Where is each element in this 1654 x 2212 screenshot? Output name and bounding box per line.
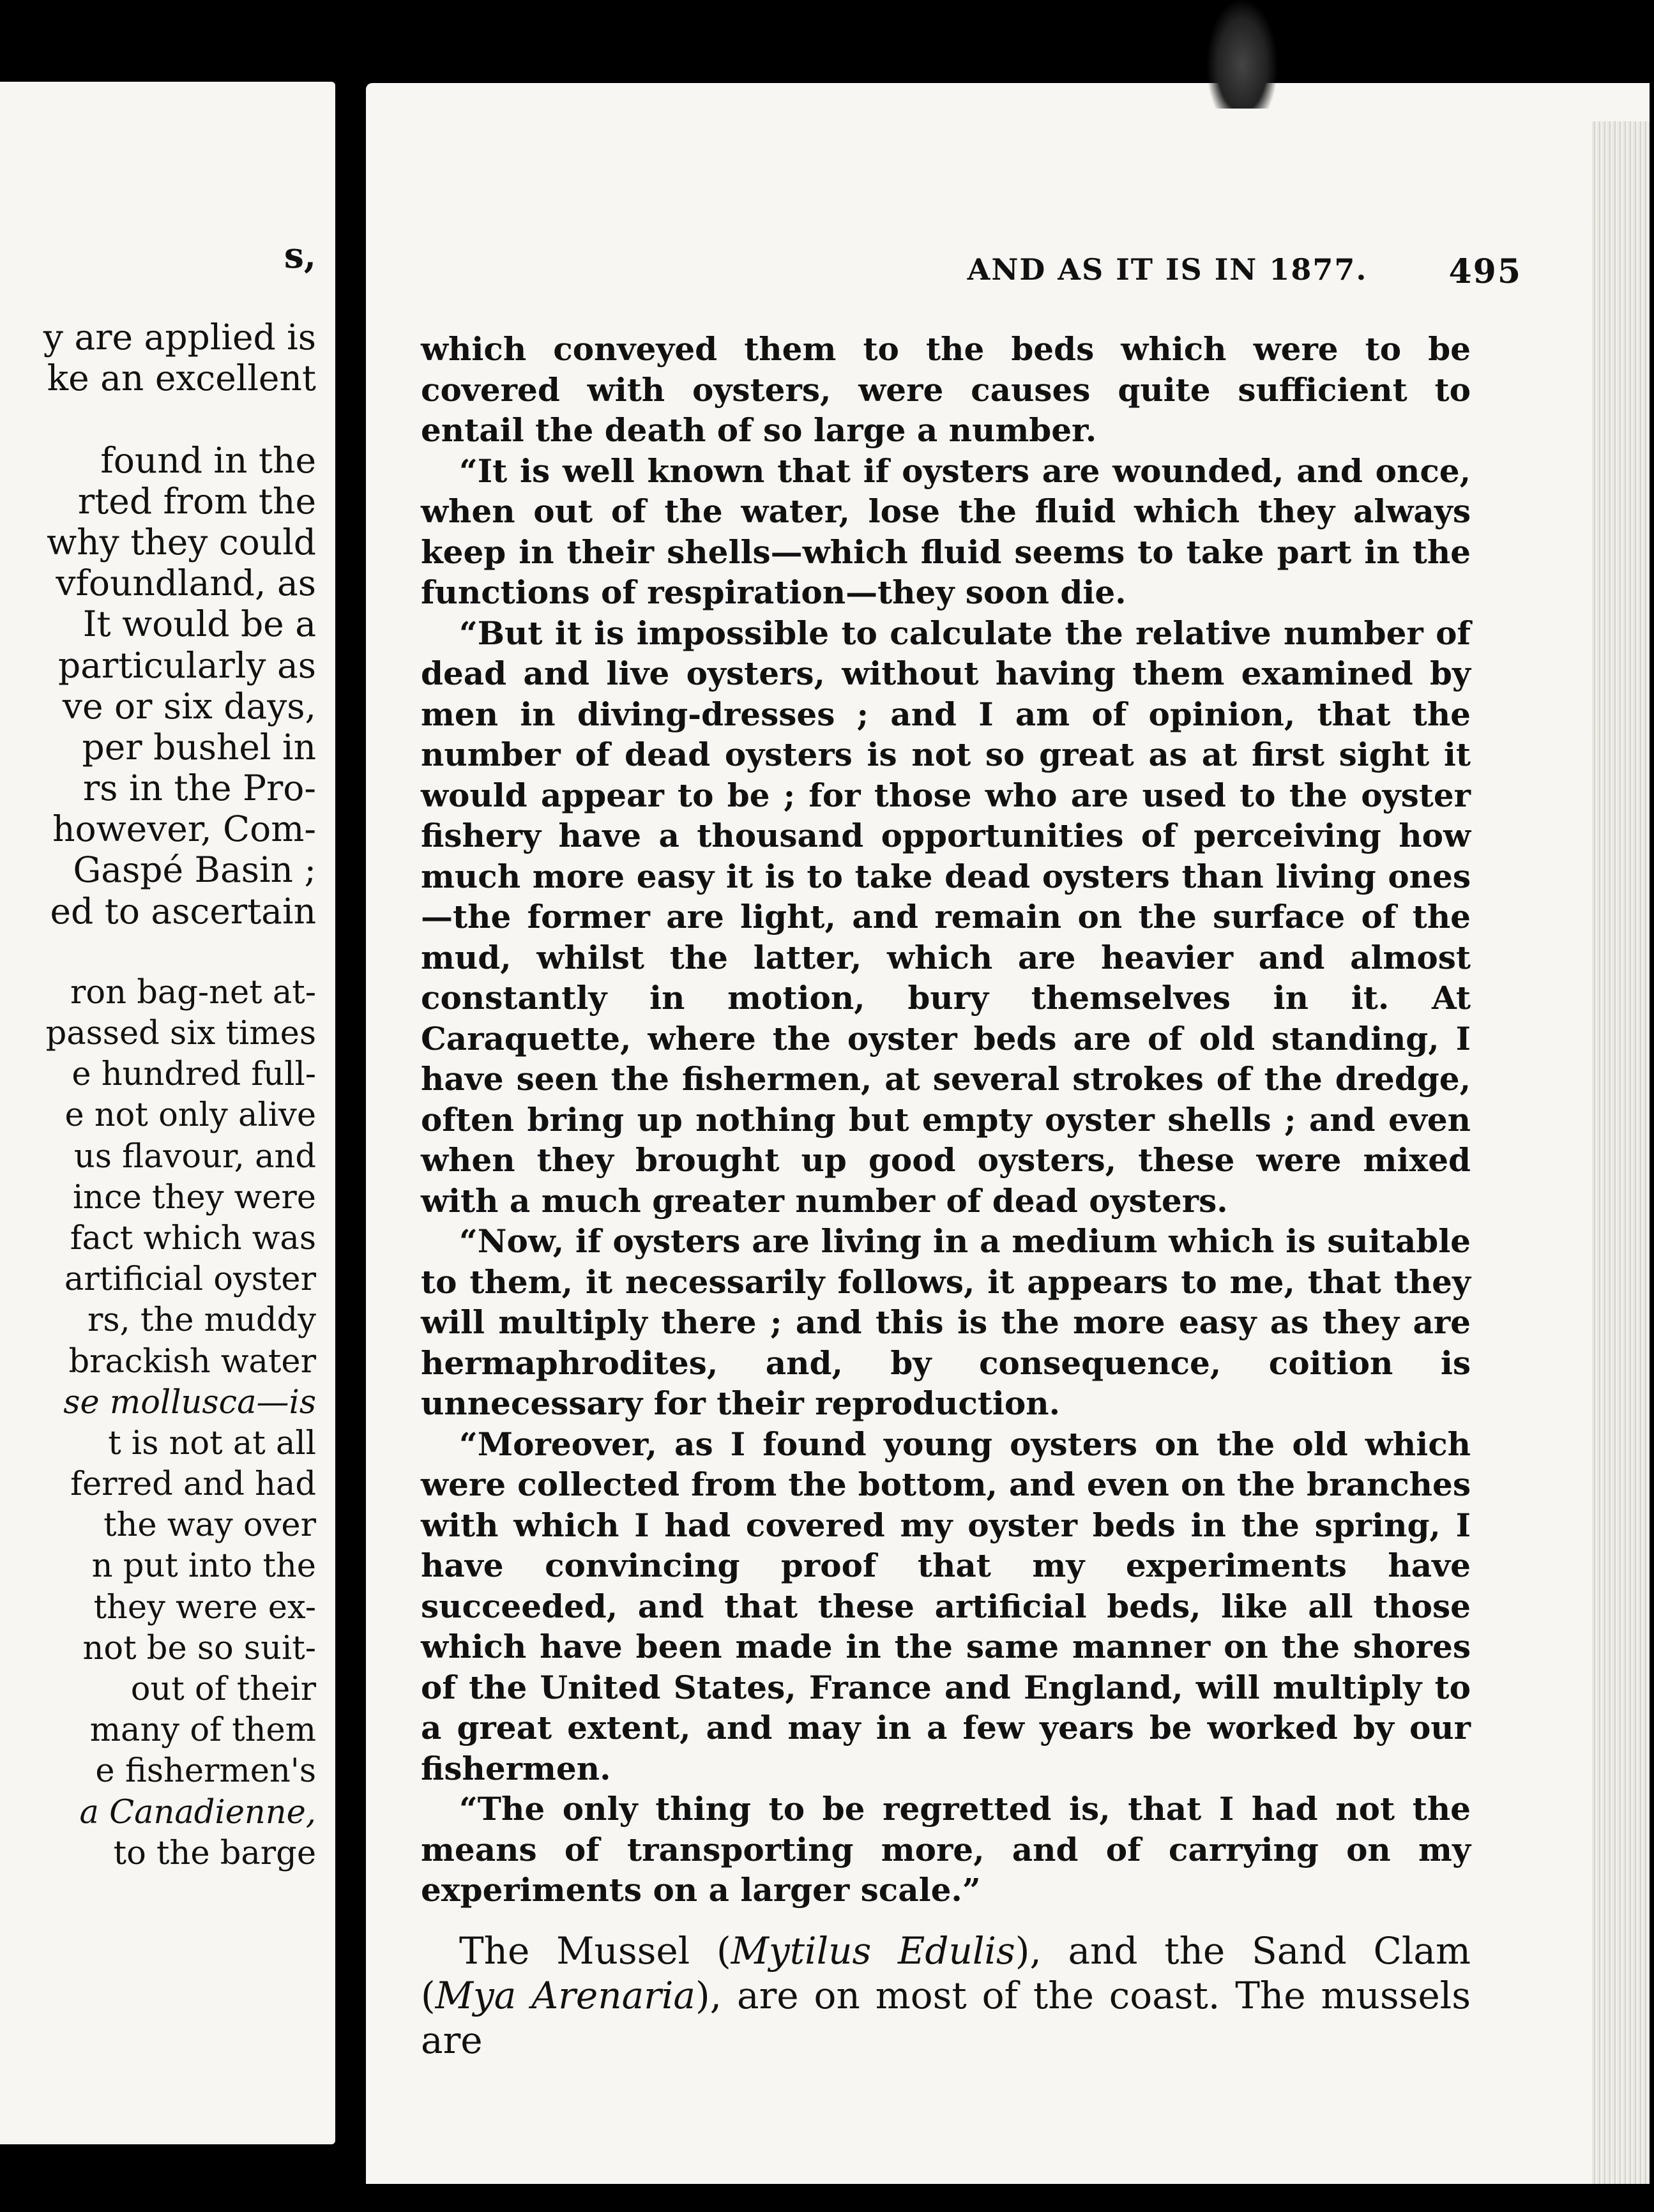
text-line: ron bag-net at- [70, 973, 316, 1011]
body-text [421, 329, 1471, 1911]
paragraph: “Now, if oysters are living in a medium which is suitable to them, it necessarily follows, it appears to me, that they will multiply there ; and this is the more easy as they are hermaphrodites, and, by consequence, coition is unnecessary for their reproduction. [421, 1222, 1471, 1422]
closing-text-part: The Mussel ( [459, 1929, 731, 1973]
right-page [366, 83, 1650, 2184]
text-line: the way over [103, 1506, 316, 1545]
paragraph: “It is well known that if oysters are wounded, and once, when out of the water, lose the fluid which they always keep in their shells—which fluid seems to take part in the functions of respiration—they soon die. [421, 451, 1471, 611]
line-gap [0, 399, 316, 440]
page-number: 495 [1448, 252, 1522, 291]
text-line: not be so suit- [82, 1629, 316, 1667]
text-line: t is not at all [108, 1424, 316, 1462]
text-line: s, [284, 234, 316, 276]
text-line: artificial oyster [64, 1261, 316, 1299]
text-line: fact which was [70, 1219, 316, 1257]
text-line: found in the [100, 439, 316, 481]
closing-text-part: ), and the Sand Clam ( [421, 1929, 1471, 2017]
running-head-title: AND AS IT IS IN 1877. [967, 252, 1368, 287]
page-edge [1592, 121, 1650, 2184]
text-line: they were ex- [93, 1588, 316, 1626]
text-line: why they could [47, 521, 316, 563]
closing-paragraph [421, 1928, 1471, 2063]
left-page [0, 82, 335, 2144]
text-line: brackish water [68, 1342, 316, 1381]
paragraph: “Moreover, as I found young oysters on the old which were collected from the bottom, and even on the branches with which I had covered my oyster beds in the spring, I have convincing proof that my experiments have succeeded, and that these artificial beds, like all those which have been made in the same manner on the shores of the United States, France and England, will multiply to a great extent, and may in a few years be worked by our fishermen. [421, 1425, 1471, 1787]
text-line: vfoundland, as [56, 563, 316, 604]
text-line: particularly as [57, 644, 316, 686]
text-line: per bushel in [82, 726, 316, 768]
paragraph: which conveyed them to the beds which were to be covered with oysters, were causes quite sufficient to entail the death of so large a number. [421, 330, 1471, 449]
text-line: n put into the [91, 1547, 316, 1586]
scan-smudge [1207, 0, 1277, 109]
text-line: passed six times [45, 1015, 316, 1052]
text-line: e fishermen's [95, 1752, 316, 1791]
line-gap [0, 276, 316, 317]
text-line: e not only alive [64, 1096, 316, 1135]
text-line: ke an excellent [47, 358, 316, 399]
paragraph: “But it is impossible to calculate the relative number of dead and live oysters, without having them examined by men in diving-dresses ; and I am of opinion, that the number of dead oysters is not so great as at first sight it would appear to be ; for those who are used to the oyster fishery have a thousand opportunities of perceiving how much more easy it is to take dead oysters than living ones—the former are light, and remain on the surface of the mud, whilst the latter, which are heavier and almost constantly in motion, bury themselves in it. At Caraquette, where the oyster beds are of old standing, I have seen the fishermen, at several strokes of the dredge, often bring up nothing but empty oyster shells ; and even when they brought up good oysters, these were mixed with a much greater number of dead oysters. [421, 614, 1471, 1220]
species-name: Mytilus Edulis [731, 1929, 1015, 1973]
text-line: out of their [130, 1670, 316, 1708]
text-line: se mollusca—is [63, 1383, 316, 1421]
text-line: rs, the muddy [87, 1301, 316, 1340]
closing-text-part: ), are on most of the coast. The mussels are [421, 1974, 1471, 2062]
left-page-text-column [0, 235, 316, 1874]
text-line: ince they were [72, 1178, 316, 1216]
species-name: Mya Arenaria [435, 1974, 696, 2017]
closing-text [421, 1928, 1471, 2063]
text-line: to the barge [113, 1834, 316, 1872]
text-line: rs in the Pro- [82, 768, 316, 809]
text-line: us flavour, and [73, 1137, 316, 1176]
text-line: y are applied is [43, 317, 316, 358]
text-line: e hundred full- [72, 1056, 316, 1094]
line-gap [0, 932, 316, 973]
text-line: ve or six days, [62, 685, 316, 727]
text-line: Gaspé Basin ; [73, 849, 316, 891]
paragraph: “The only thing to be regretted is, that I had not the means of transporting more, and of carrying on my experiments on a larger scale.” [421, 1790, 1471, 1909]
text-line: It would be a [82, 603, 316, 645]
text-line: a Canadienne, [79, 1793, 316, 1831]
text-line: rted from the [77, 480, 316, 522]
text-line: ed to ascertain [50, 890, 316, 932]
text-line: many of them [89, 1711, 316, 1750]
text-line: however, Com- [52, 808, 316, 850]
text-line: ferred and had [70, 1466, 316, 1504]
